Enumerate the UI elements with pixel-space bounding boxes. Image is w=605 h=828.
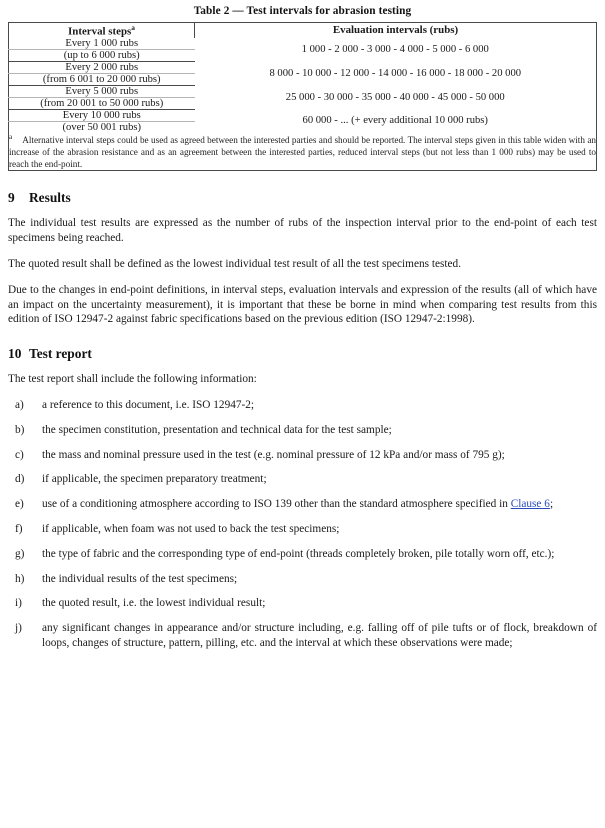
list-item-text: a reference to this document, i.e. ISO 12947-2; [42,398,255,411]
list-item [8,472,597,487]
list-item-text: the quoted result, i.e. the lowest individual result; [42,597,266,610]
document-page [0,5,605,828]
list-item-marker: a) [15,398,24,411]
list-item-marker: e) [15,498,24,511]
table-footnote [9,133,597,171]
results-paragraph-2: The quoted result shall be defined as the lowest individual test result of all the test specimens tested. [8,257,462,270]
list-item-text: any significant changes in appearance and/or structure including, e.g. falling off of pile tufts or of flock, breakdown of loops, changes of structure, pattern, pilling, etc. and the interval at which these observations were made; [42,622,597,649]
list-item [8,572,597,587]
cell-step-primary: Every 2 000 rubs [9,61,195,73]
cell-evaluation: 25 000 - 30 000 - 35 000 - 40 000 - 45 000 - 50 000 [285,91,505,103]
list-item [8,423,597,438]
cell-evaluation: 60 000 - ... (+ every additional 10 000 rubs) [302,115,488,127]
list-item-marker: d) [15,473,25,486]
list-item [8,596,597,611]
list-item-marker: c) [15,448,24,461]
list-item-text: the specimen constitution, presentation and technical data for the test sample; [42,423,392,436]
cell-evaluation: 8 000 - 10 000 - 12 000 - 14 000 - 16 000 - 18 000 - 20 000 [269,67,522,79]
table-row [9,61,597,73]
list-item-text: use of a conditioning atmosphere according to ISO 139 other than the standard atmosphere specified in [42,498,511,511]
cell-step-primary: Every 1 000 rubs [9,38,195,50]
list-item-marker: h) [15,572,25,585]
list-item-text: if applicable, the specimen preparatory treatment; [42,473,267,486]
clause-6-link[interactable]: Clause 6 [510,498,550,511]
list-item [8,522,597,537]
results-paragraph-1: The individual test results are expressed as the number of rubs of the inspection interval prior to the end-point of each test specimens being reached. [8,217,597,245]
footnote-text: Alternative interval steps could be used as agreed between the interested parties and should be reported. The interval steps given in this table widen with an increase of the abrasion resistance and as an agreement between the interested parties, reduced interval steps (but not less than 1 000 rubs) may be used to reach the end-point. [9,134,596,170]
column-header-interval-steps-label: Interval steps [68,25,132,38]
list-item-marker: b) [15,423,25,436]
column-header-evaluation-intervals: Evaluation intervals (rubs) [332,24,459,37]
list-item-text-tail: ; [549,498,554,511]
cell-step-range: (over 50 001 rubs) [62,121,142,133]
section-heading-test-report [8,346,597,362]
cell-step-range: (up to 6 000 rubs) [9,49,195,61]
cell-step-primary: Every 10 000 rubs [9,109,195,121]
table-footnote-row [9,133,597,171]
list-item [8,398,597,413]
column-header-interval-steps [9,23,195,38]
section-number: 9 [8,190,15,206]
cell-step-range: (from 20 001 to 50 000 rubs) [9,97,195,109]
list-item [8,621,597,651]
table-caption: Table 2 — Test intervals for abrasion testing [193,5,412,17]
cell-step-range: (from 6 001 to 20 000 rubs) [9,73,195,85]
section-number: 10 [8,346,22,362]
list-item-marker: j) [15,622,22,635]
list-item-marker: g) [15,547,25,560]
table-row [9,85,597,97]
cell-step-primary: Every 5 000 rubs [9,85,195,97]
list-item-text: the type of fabric and the corresponding type of end-point (threads completely broken, pile totally worn off, etc.); [42,547,555,560]
list-item [8,547,597,562]
section-title: Results [29,190,71,206]
list-item [8,448,597,463]
test-report-list [8,398,597,651]
footnote-marker-a: a [131,23,135,32]
list-item-text: the individual results of the test specimens; [42,572,238,585]
list-item-text: if applicable, when foam was not used to back the test specimens; [42,522,340,535]
section-heading-results [8,190,597,206]
footnote-mark: a [9,132,13,141]
section-title: Test report [29,346,92,362]
list-item-text: the mass and nominal pressure used in the test (e.g. nominal pressure of 12 kPa and/or mass of 795 g); [42,448,505,461]
results-paragraph-3: Due to the changes in end-point definitions, in interval steps, evaluation intervals and expression of the results (all of which have an impact on the uncertainty measurement), it is important that these be borne in mind when comparing test results from this edition of ISO 12947-2 against fabric specifications based on the previous edition (ISO 12947-2:1998). [8,283,597,326]
table-row [9,109,597,121]
cell-evaluation: 1 000 - 2 000 - 3 000 - 4 000 - 5 000 - 6 000 [301,43,489,55]
test-report-intro: The test report shall include the following information: [8,373,257,386]
list-item [8,497,597,512]
table-header-row [9,23,597,38]
list-item-marker: i) [15,597,22,610]
test-intervals-table [8,22,597,171]
list-item-marker: f) [15,522,23,535]
table-row [9,38,597,50]
